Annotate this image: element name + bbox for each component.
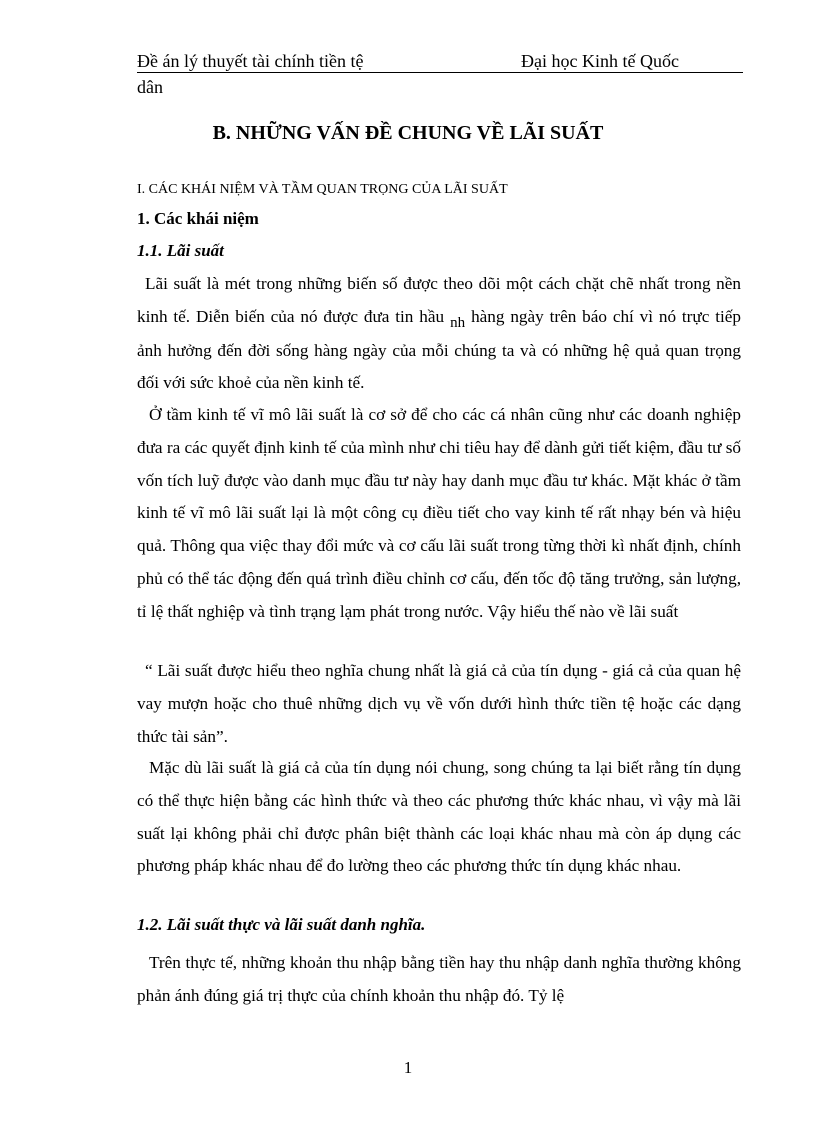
paragraph-2: Ở tầm kinh tế vĩ mô lãi suất là cơ sở để cho các cá nhân cũng như các doanh nghiệp đưa ra các quyết định kinh tế của mình như chi tiêu hay để dành gửi tiết kiệm, đầu tư số vốn tích luỹ được vào danh mục đầu tư này hay danh mục đầu tư khác. Mặt khác ở tầm kinh tế vĩ mô lãi suất lại là một công cụ điều tiết cho vay kinh tế rất nhạy bén và hiệu quả. Thông qua việc thay đổi mức và cơ cấu lãi suất trong từng thời kì nhất định, chính phủ có thể tác động đến quá trình điều chỉnh cơ cấu, đến tốc độ tăng trưởng, sản lượng, tỉ lệ thất nghiệp và tình trạng lạm phát trong nước. Vậy hiểu thế nào về lãi suất — [137, 405, 741, 621]
paragraph-1-stray-text: nh — [450, 314, 466, 331]
heading-real-nominal: 1.2. Lãi suất thực và lãi suất danh nghĩa. — [137, 915, 426, 934]
page-number: 1 — [403, 1058, 413, 1077]
paragraph-1 — [137, 268, 741, 400]
section-heading: I. CÁC KHÁI NIỆM VÀ TẦM QUAN TRỌNG CỦA LÃI SUẤT — [137, 182, 508, 197]
paragraph-1-end: hàng ngày trên báo chí vì nó trực tiếp ảnh hưởng đến đời sống hàng ngày của mỗi chúng ta và có những hệ quả quan trọng đối với sức khoẻ của nền kinh tế. — [137, 306, 741, 393]
header-continuation: dân — [137, 77, 163, 97]
chapter-title: B. NHỮNG VẤN ĐỀ CHUNG VỀ LÃI SUẤT — [212, 122, 604, 144]
page-header — [137, 50, 743, 97]
header-left-text: Đề án lý thuyết tài chính tiền tệ — [137, 51, 364, 71]
paragraph-5: Trên thực tế, những khoản thu nhập bằng tiền hay thu nhập danh nghĩa thường không phản ánh đúng giá trị thực của chính khoản thu nhập đó. Tỷ lệ — [137, 953, 741, 1005]
header-underline — [137, 50, 743, 73]
heading-concepts: 1. Các khái niệm — [137, 209, 259, 228]
paragraph-3-quote: “ Lãi suất được hiểu theo nghĩa chung nhất là giá cả của tín dụng - giá cả của quan hệ vay mượn hoặc cho thuê những dịch vụ về vốn dưới hình thức tiền tệ hoặc các dạng thức tài sản”. — [137, 661, 741, 746]
header-right-text: Đại học Kinh tế Quốc — [521, 51, 679, 71]
paragraph-1-start: Lãi suất là mét trong những biến số được theo dõi một cách chặt chẽ nhất trong nền kinh tế. Diễn biến của nó được đưa tin hầu — [137, 274, 741, 326]
heading-interest-rate: 1.1. Lãi suất — [137, 241, 224, 260]
paragraph-4: Mặc dù lãi suất là giá cả của tín dụng nói chung, song chúng ta lại biết rằng tín dụng có thể thực hiện bằng các hình thức và theo các phương thức khác nhau, vì vậy mà lãi suất lại không phải chỉ được phân biệt thành các loại khác nhau mà còn áp dụng các phương pháp khác nhau để đo lường theo các phương thức tín dụng khác nhau. — [137, 758, 741, 876]
